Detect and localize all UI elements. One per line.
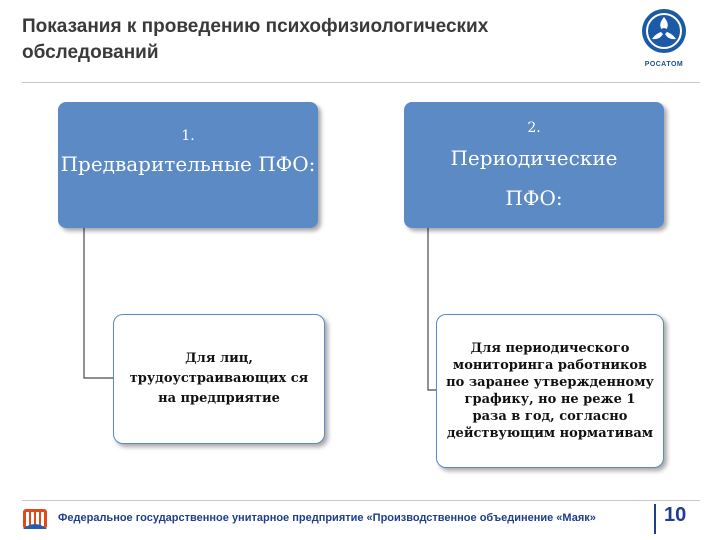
- preliminary-number: 1.: [181, 128, 195, 144]
- footer-divider: [22, 500, 700, 501]
- periodic-detail-box: [436, 314, 664, 468]
- periodic-number: 2.: [527, 120, 541, 136]
- preliminary-detail-box: [113, 314, 325, 444]
- connector-periodic: [428, 228, 436, 390]
- rosatom-logo-icon: [641, 8, 687, 54]
- periodic-heading-line1: Периодические: [450, 146, 618, 170]
- footer-organization: Федеральное государственное унитарное предприятие «Производственное объединение «Маяк»: [58, 512, 596, 524]
- header-divider: [22, 82, 700, 83]
- page-title: Показания к проведению психофизиологических обследований: [22, 16, 489, 63]
- preliminary-detail-text: Для лиц, трудоустраивающих ся на предприятие: [129, 351, 309, 406]
- preliminary-pfo-box: [58, 102, 318, 228]
- page-number-separator: [654, 504, 656, 534]
- periodic-heading-line2: ПФО:: [505, 186, 563, 210]
- periodic-detail-text: Для периодического мониторинга работников по заранее утвержденному графику, но не реже 1 раза в год, согласно действующим нормативам: [446, 341, 654, 441]
- page-number: 10: [664, 504, 687, 526]
- rosatom-logo-text: РОСАТОМ: [644, 61, 684, 68]
- connector-preliminary: [84, 228, 113, 378]
- rosatom-logo: [634, 8, 694, 72]
- preliminary-heading: Предварительные ПФО:: [60, 152, 316, 176]
- periodic-pfo-box: [404, 102, 664, 228]
- mayak-logo-icon: [22, 505, 48, 531]
